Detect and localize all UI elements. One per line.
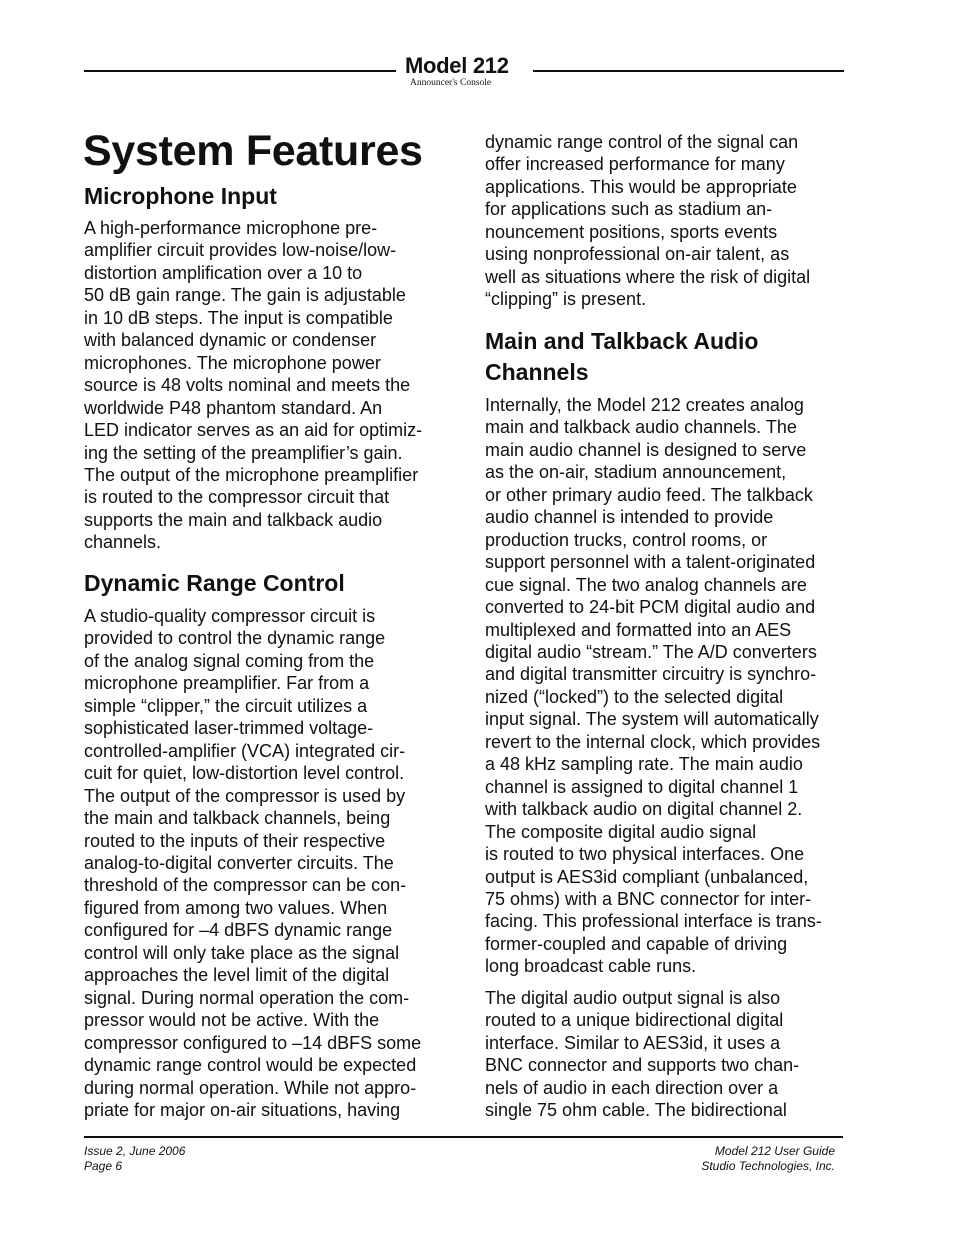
text-line: compressor configured to –14 dBFS some — [84, 1032, 422, 1053]
text-line: BNC connector and supports two chan- — [485, 1055, 800, 1076]
text-line: channel is assigned to digital channel 1 — [485, 776, 799, 797]
text-line: and digital transmitter circuitry is synchro- — [485, 664, 817, 685]
text-line: channels. — [84, 532, 162, 553]
text-line: during normal operation. While not appro- — [84, 1077, 417, 1098]
text-line: multiplexed and formatted into an AES — [485, 619, 792, 640]
text-line: microphones. The microphone power — [84, 352, 381, 373]
header-rule-left — [84, 70, 396, 72]
paragraph-main-talkback-2 — [485, 987, 799, 1122]
text-line: as the on-air, stadium announcement, — [485, 462, 787, 483]
text-line: The composite digital audio signal — [485, 821, 757, 842]
text-line: facing. This professional interface is trans- — [485, 911, 822, 932]
text-line: of the analog signal coming from the — [84, 650, 375, 671]
text-line: The digital audio output signal is also — [485, 988, 781, 1008]
text-line: analog-to-digital converter circuits. The — [84, 852, 394, 873]
footer-left — [84, 1144, 185, 1174]
text-line: cuit for quiet, low-distortion level control. — [84, 763, 405, 784]
text-line: configured for –4 dBFS dynamic range — [84, 920, 393, 941]
heading-main-talkback — [485, 326, 758, 388]
text-line: LED indicator serves as an aid for optimiz- — [84, 420, 423, 441]
text-line: digital audio “stream.” The A/D converters — [485, 641, 817, 662]
header-rule-right — [533, 70, 844, 72]
text-line: offer increased performance for many — [485, 154, 785, 175]
text-line: single 75 ohm cable. The bidirectional — [485, 1100, 787, 1121]
text-line: 50 dB gain range. The gain is adjustable — [84, 285, 406, 306]
text-line: threshold of the compressor can be con- — [84, 875, 407, 896]
text-line: applications. This would be appropriate — [485, 176, 797, 197]
text-line: for applications such as stadium an- — [485, 199, 773, 220]
text-line: Page 6 — [84, 1159, 123, 1173]
text-line: Channels — [485, 359, 589, 385]
text-line: supports the main and talkback audio — [84, 509, 383, 530]
text-line: source is 48 volts nominal and meets the — [84, 375, 411, 396]
text-line: The output of the microphone preamplifier — [84, 464, 419, 485]
text-line: input signal. The system will automatically — [485, 709, 819, 730]
text-line: “clipping” is present. — [485, 289, 647, 310]
text-line: the main and talkback channels, being — [84, 808, 391, 829]
text-line: output is AES3id compliant (unbalanced, — [485, 866, 809, 887]
text-line: 75 ohms) with a BNC connector for inter- — [485, 888, 812, 909]
heading-dynamic-range-control: Dynamic Range Control — [84, 570, 345, 596]
text-line: interface. Similar to AES3id, it uses a — [485, 1032, 781, 1053]
text-line: Issue 2, June 2006 — [84, 1144, 186, 1158]
text-line: dynamic range control of the signal can — [485, 132, 799, 152]
paragraph-main-talkback-1 — [485, 394, 822, 978]
text-line: in 10 dB steps. The input is compatible — [84, 307, 393, 328]
text-line: Studio Technologies, Inc. — [701, 1159, 835, 1173]
text-line: converted to 24-bit PCM digital audio and — [485, 597, 816, 618]
text-line: cue signal. The two analog channels are — [485, 574, 807, 595]
text-line: dynamic range control would be expected — [84, 1055, 417, 1076]
text-line: is routed to the compressor circuit that — [84, 487, 390, 508]
text-line: routed to a unique bidirectional digital — [485, 1010, 784, 1031]
text-line: production trucks, control rooms, or — [485, 529, 768, 550]
text-line: audio channel is intended to provide — [485, 507, 774, 528]
text-line: provided to control the dynamic range — [84, 628, 386, 649]
text-line: A studio-quality compressor circuit is — [84, 606, 376, 626]
text-line: nized (“locked”) to the selected digital — [485, 686, 784, 707]
text-line: Internally, the Model 212 creates analog — [485, 395, 804, 415]
text-line: distortion amplification over a 10 to — [84, 262, 363, 283]
text-line: sophisticated laser-trimmed voltage- — [84, 718, 374, 739]
text-line: simple “clipper,” the circuit utilizes a — [84, 695, 368, 716]
logo-title: Model 212 — [405, 53, 509, 78]
text-line: nouncement positions, sports events — [485, 221, 778, 242]
text-line: microphone preamplifier. Far from a — [84, 673, 370, 694]
text-line: The output of the compressor is used by — [84, 785, 406, 806]
text-line: main audio channel is designed to serve — [485, 439, 807, 460]
text-line: a 48 kHz sampling rate. The main audio — [485, 754, 803, 775]
text-line: well as situations where the risk of digital — [485, 266, 811, 287]
text-line: figured from among two values. When — [84, 897, 388, 918]
text-line: signal. During normal operation the com- — [84, 987, 410, 1008]
paragraph-continued — [485, 131, 810, 311]
text-line: using nonprofessional on-air talent, as — [485, 244, 790, 265]
text-line: controlled-amplifier (VCA) integrated cir- — [84, 740, 406, 761]
text-line: A high-performance microphone pre- — [84, 218, 378, 238]
text-line: long broadcast cable runs. — [485, 956, 697, 977]
text-line: nels of audio in each direction over a — [485, 1077, 779, 1098]
text-line: amplifier circuit provides low-noise/low- — [84, 240, 397, 261]
text-line: former-coupled and capable of driving — [485, 933, 788, 954]
text-line: with balanced dynamic or condenser — [84, 330, 377, 351]
paragraph-microphone-input — [84, 217, 422, 554]
page-title: System Features — [83, 127, 423, 175]
heading-microphone-input: Microphone Input — [84, 183, 277, 209]
text-line: main and talkback audio channels. The — [485, 417, 797, 438]
text-line: approaches the level limit of the digital — [84, 965, 390, 986]
text-line: is routed to two physical interfaces. One — [485, 844, 805, 865]
text-line: ing the setting of the preamplifier’s gain. — [84, 442, 403, 463]
text-line: or other primary audio feed. The talkback — [485, 484, 813, 505]
logo-subtitle: Announcer's Console — [410, 78, 492, 88]
text-line: control will only take place as the signal — [84, 942, 400, 963]
text-line: priate for major on-air situations, having — [84, 1099, 401, 1120]
text-line: support personnel with a talent-originated — [485, 552, 816, 573]
text-line: Main and Talkback Audio — [485, 328, 759, 354]
footer-rule — [84, 1136, 843, 1138]
text-line: worldwide P48 phantom standard. An — [84, 397, 383, 418]
text-line: revert to the internal clock, which provides — [485, 731, 821, 752]
footer-right — [701, 1144, 835, 1174]
text-line: routed to the inputs of their respective — [84, 830, 386, 851]
text-line: Model 212 User Guide — [714, 1144, 835, 1158]
text-line: pressor would not be active. With the — [84, 1010, 380, 1031]
paragraph-dynamic-range-control — [84, 605, 421, 1121]
text-line: with talkback audio on digital channel 2. — [485, 799, 803, 820]
